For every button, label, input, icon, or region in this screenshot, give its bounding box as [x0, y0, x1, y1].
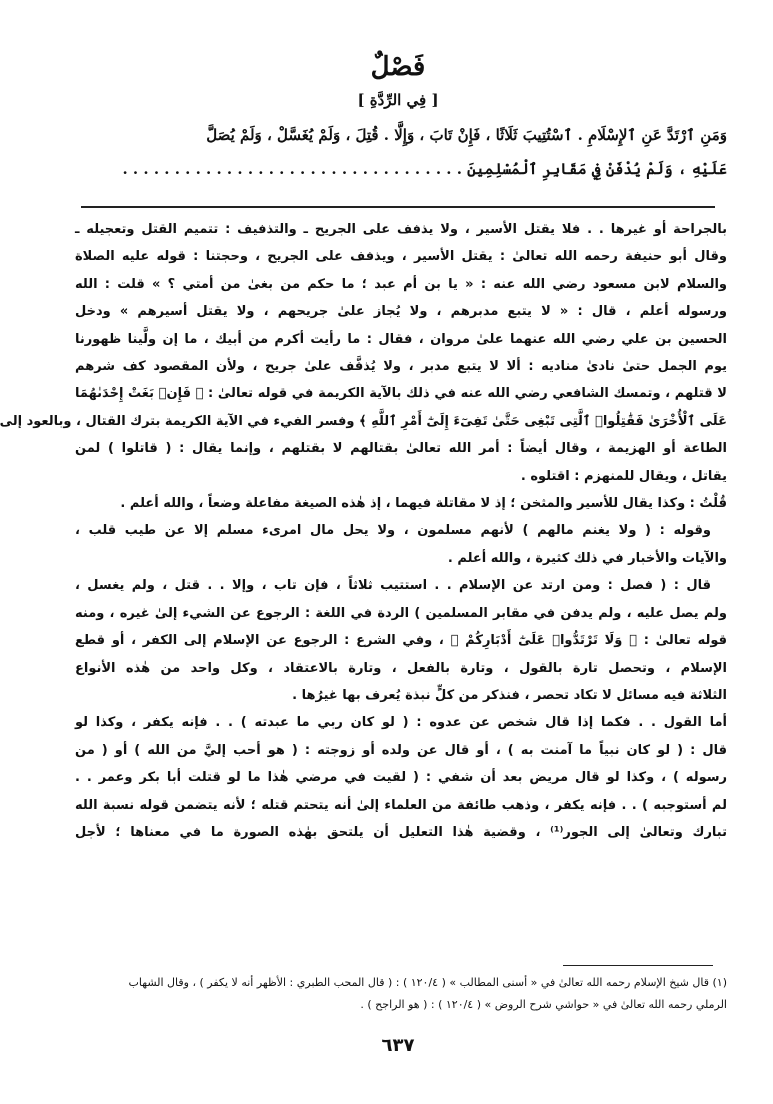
footnote-divider — [563, 965, 713, 966]
commentary-line: رسوله ) ، وكذا لو قال مريض بعد أن شفي : ( لقيت في مرضي هٰذا ما لو قتلت أبا بكر وعمر . . — [75, 770, 727, 786]
commentary-line: تبارك وتعالىٰ إلى الجور⁽¹⁾ ، وقضية هٰذا التعليل أن يلتحق بهٰذه الصورة ما في معناها ؛ لأجل — [75, 824, 727, 840]
commentary-line: قال : ( لو كان نبياً ما آمنت به ) ، أو قال عن ولده أو زوجته : ( هو أحب إليَّ من الله ) أو ( من — [75, 742, 727, 758]
commentary-line: لم أستوجبه ) . . فإنه يكفر ، وذهب طائفة من العلماء إلىٰ أنه يتحتم قتله ؛ لأنه يتضمن قوله نسبة الله — [75, 797, 727, 813]
commentary-line: والآيات والأخبار في ذلك كثيرة ، والله أعلم . — [447, 550, 727, 566]
commentary-line: ولم يصل عليه ، ولم يدفن في مقابر المسلمين ) الردة في اللغة : الرجوع عن الشيء إلىٰ غيره ، ومنه — [75, 605, 727, 621]
commentary-text — [0, 216, 727, 846]
commentary-line: الحسين بن علي رضي الله عنهما علىٰ مروان ، فقال : ما رأيت أكرم من أبيك ، ما إن ولَّينا ظهورنا — [75, 331, 727, 347]
commentary-line: الطاعة أو الهزيمة ، وقال أيضاً : أمر الله تعالىٰ بقتالهم لا بقتلهم ، وإنما يقال : ( قاتلوا ) لمن — [75, 441, 727, 457]
footnote-line: الرملي رحمه الله تعالىٰ في « حواشي شرح الروض » ( ١٢٠/٤ ) : ( هو الراجح ) . — [360, 998, 727, 1011]
matn-line: وَمَنِ ٱرْتَدَّ عَنِ ٱلإِسْلَامِ . ٱسْتُتِيبَ ثَلَاثًا ، فَإِنْ تَابَ ، وَإِلَّا . قُتِلَ ، وَلَمْ يُغَسَّلْ ، وَلَمْ يُصَلَّ — [206, 126, 727, 144]
commentary-line: بالجراحة أو غيرها . . فلا يقتل الأسير ، ولا يذفف على الجريح ـ والتذفيف : تتميم القتل وتعجيله ـ — [75, 222, 727, 237]
page-number: ٦٣٧ — [381, 1035, 415, 1056]
commentary-line: يوم الجمل حتىٰ نادىٰ مناديه : ألا لا يتبع مدبر ، ولا يُذفَّف علىٰ جريح ، ولأن المقصود كف شرهم — [75, 359, 727, 375]
commentary-line: الإسلام ، وتحصل تارة بالقول ، وتارة بالفعل ، وتارة بالاعتقاد ، وكل واحد من هٰذه الأنواع — [75, 660, 727, 676]
section-subheading: [ فِي الرِّدَّةِ ] — [357, 91, 439, 109]
matn-line: عَلَيْهِ ، وَلَمْ يُدْفَنْ فِي مَقَابِرِ ٱلْمُسْلِمِينَ . . . . . . . . . . . . . . . . . . . . . . . . . . . . . . . . . — [122, 160, 727, 178]
commentary-line: يقاتل ، ويقال للمنهزم : اقتلوه . — [520, 468, 727, 484]
commentary-line: أما القول . . فكما إذا قال شخص عن عدوه : ( لو كان ربي ما عبدته ) . . فإنه يكفر ، وكذا لو — [75, 715, 727, 731]
commentary-line: وقوله : ( ولا يغنم مالهم ) لأنهم مسلمون ، ولا يحل مال امرىء مسلم إلا عن طيب قلب ، — [75, 523, 711, 539]
commentary-line: وقال أبو حنيفة رحمه الله تعالىٰ : يقتل الأسير ، ويذفف على الجريح ، وحجتنا : قوله عليه الصلاة — [75, 249, 727, 265]
commentary-line: الثلاثة فيه مسائل لا تكاد تحصر ، فنذكر من كلٍّ نبذة يُعرف بها غيرُها . — [292, 687, 727, 703]
commentary-line: والسلام لابن مسعود رضي الله عنه : « يا بن أم عبد ؛ ما حكم من بغىٰ من أمتي ؟ » قلت : الله — [75, 276, 727, 292]
commentary-line: قال : ( فصل : ومن ارتد عن الإسلام . . استتيب ثلاثاً ، فإن تاب ، وإلا . . قتل ، ولم يغسل ، — [75, 578, 711, 594]
commentary-line: قوله تعالىٰ : ﴿ وَلَا تَرْتَدُّوا۟ عَلَىٰٓ أَدْبَارِكُمْ ﴾ ، وفي الشرع : الرجوع عن الإسلام إلى الكفر ، أو قطع — [75, 633, 727, 649]
matn-text — [75, 118, 727, 186]
commentary-line: ورسوله أعلم ، قال : « لا يتبع مدبرهم ، ولا يُجاز علىٰ جريحهم ، ولا يقتل أسيرهم » ودخل — [75, 304, 727, 320]
commentary-line: لا قتلهم ، وتمسك الشافعي رضي الله عنه في ذلك بالآية الكريمة في قوله تعالىٰ : ﴿ فَإِنۢ بَغَتْ إِحْدَىٰهُمَا — [75, 386, 727, 402]
commentary-line: قُلْتُ : وكذا يقال للأسير والمثخن ؛ إذ لا مقاتلة فيهما ، إذ هٰذه الصيغة مفاعلة وضعاً ، والله أعلم . — [120, 496, 727, 512]
commentary-line: عَلَى ٱلْأُخْرَىٰ فَقَٰتِلُوا۟ ٱلَّتِى تَبْغِى حَتَّىٰ تَفِىٓءَ إِلَىٰٓ أَمْرِ ٱللَّهِ ﴾ وفسر الفيء في الآية الكريمة بترك القتال ، وبالعود إلى — [0, 413, 727, 429]
section-heading: فَصْلٌ — [370, 52, 426, 82]
footnotes — [75, 972, 727, 1016]
matn-divider — [81, 206, 715, 208]
footnote-line: (١) قال شيخ الإسلام رحمه الله تعالىٰ في « أسنى المطالب » ( ١٢٠/٤ ) : ( قال المحب الطبري : الأظهر أنه لا يكفر ) ، وقال الشهاب — [128, 976, 727, 989]
